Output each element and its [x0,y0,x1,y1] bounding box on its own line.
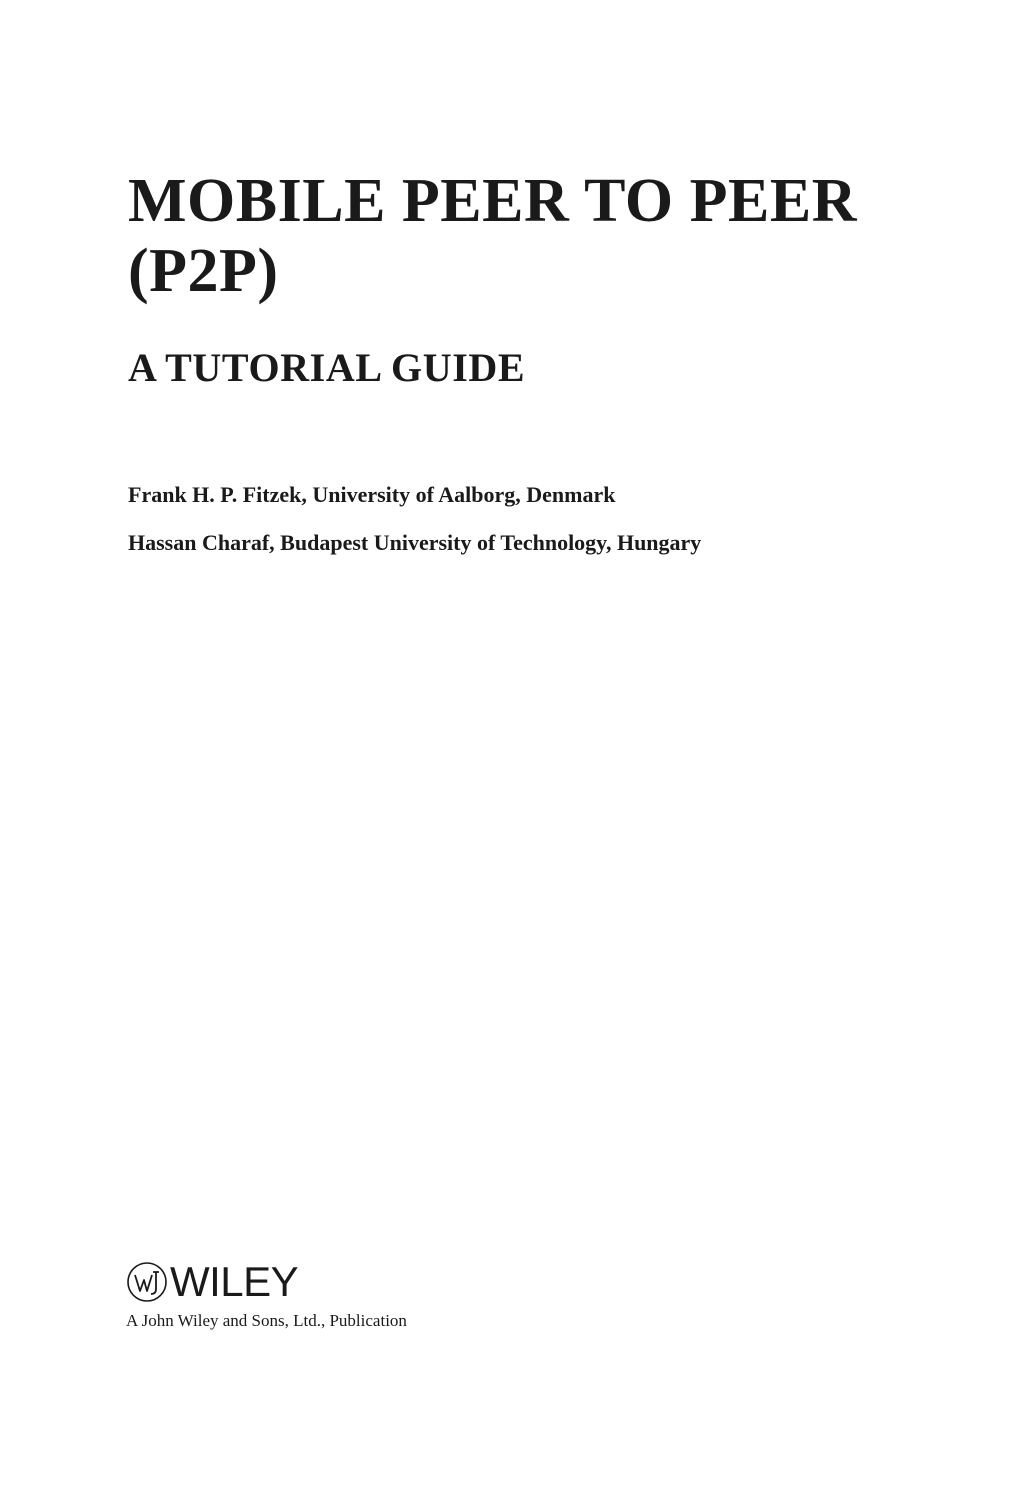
book-title [128,166,948,306]
wiley-emblem-icon [126,1261,168,1303]
publisher-logo [126,1260,546,1304]
book-subtitle: A TUTORIAL GUIDE [128,345,526,390]
book-title-line-1: MOBILE PEER TO PEER [128,167,857,235]
book-title-line-2: (P2P) [128,237,279,305]
publisher-wordmark: WILEY [170,1258,299,1305]
publisher-imprint: A John Wiley and Sons, Ltd., Publication [126,1311,407,1330]
author-line-2: Hassan Charaf, Budapest University of Technology, Hungary [128,530,702,555]
publisher-block [126,1260,546,1331]
author-line-1: Frank H. P. Fitzek, University of Aalborg, Denmark [128,482,616,507]
